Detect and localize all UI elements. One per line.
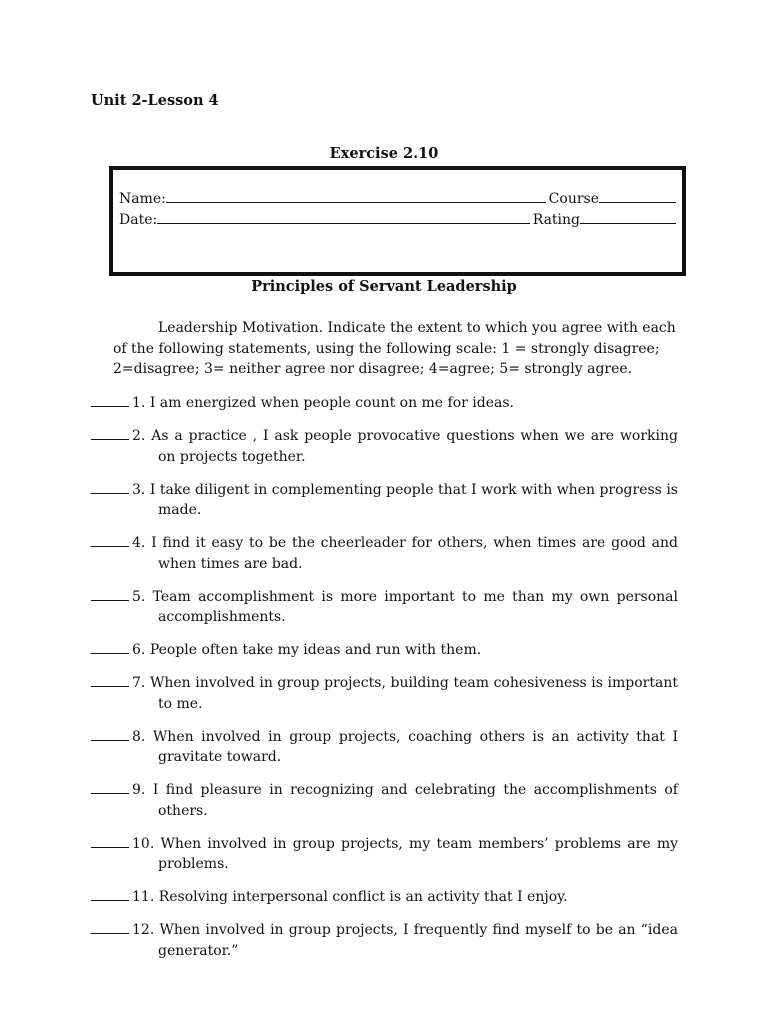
answer-blank[interactable]	[91, 890, 129, 901]
course-label: Course	[548, 191, 599, 207]
statement-text: I take diligent in complementing people that I work with when progress is made.	[149, 481, 678, 518]
statement-item	[91, 426, 678, 467]
statement-number: 9.	[132, 782, 146, 798]
statement-text: As a practice , I ask people provocative questions when we are working on projects together.	[151, 428, 678, 465]
section-title: Principles of Servant Leadership	[251, 278, 517, 295]
statement-text: I find it easy to be the cheerleader for others, when times are good and when times are bad.	[151, 535, 679, 572]
statement-number: 7.	[132, 675, 146, 691]
statement-number: 8.	[132, 728, 146, 745]
statement-list	[91, 393, 678, 974]
name-label: Name:	[119, 191, 166, 207]
name-blank[interactable]	[166, 190, 546, 203]
statement-item	[91, 887, 678, 908]
rating-label: Rating	[532, 212, 580, 228]
date-label: Date:	[119, 212, 158, 228]
statement-item	[91, 673, 678, 714]
date-blank[interactable]	[157, 211, 530, 224]
statement-item	[91, 640, 678, 661]
answer-blank[interactable]	[91, 676, 129, 687]
unit-heading: Unit 2-Lesson 4	[91, 92, 219, 109]
answer-blank[interactable]	[91, 783, 129, 794]
exercise-title: Exercise 2.10	[329, 145, 439, 162]
rating-blank[interactable]	[580, 211, 676, 224]
statement-number: 12.	[132, 922, 155, 938]
statement-item	[91, 834, 678, 875]
name-course-row	[119, 190, 676, 211]
statement-text: I find pleasure in recognizing and celebrating the accomplishments of others.	[152, 782, 678, 819]
answer-blank[interactable]	[91, 643, 129, 654]
statement-item	[91, 727, 678, 768]
student-info-box	[109, 166, 686, 276]
answer-blank[interactable]	[91, 837, 129, 848]
statement-item	[91, 587, 678, 628]
statement-number: 10.	[132, 835, 155, 852]
answer-blank[interactable]	[91, 396, 129, 407]
answer-blank[interactable]	[91, 536, 129, 547]
statement-number: 2.	[132, 428, 146, 444]
statement-item	[91, 920, 678, 961]
statement-text: Team accomplishment is more important to me than my own personal accomplishments.	[152, 588, 679, 625]
statement-text: When involved in group projects, I frequently find myself to be an “idea generator.”	[158, 922, 679, 959]
statement-number: 1.	[132, 395, 146, 411]
answer-blank[interactable]	[91, 429, 129, 440]
statement-item	[91, 533, 678, 574]
statement-text: When involved in group projects, my team members’ problems are my problems.	[158, 835, 679, 872]
statement-text: When involved in group projects, building team cohesiveness is important to me.	[149, 675, 678, 712]
statement-text: Resolving interpersonal conflict is an activity that I enjoy.	[158, 889, 568, 905]
answer-blank[interactable]	[91, 590, 129, 601]
statement-item	[91, 480, 678, 521]
statement-text: When involved in group projects, coaching others is an activity that I gravitate toward.	[152, 728, 678, 765]
statement-number: 3.	[132, 481, 146, 498]
statement-number: 6.	[132, 642, 146, 658]
answer-blank[interactable]	[91, 730, 129, 741]
answer-blank[interactable]	[91, 483, 129, 494]
statement-number: 5.	[132, 588, 146, 605]
statement-number: 4.	[132, 535, 146, 551]
answer-blank[interactable]	[91, 923, 129, 934]
date-rating-row	[119, 211, 676, 232]
instructions-paragraph: Leadership Motivation. Indicate the extent to which you agree with each of the following statements, using the following scale: 1 = strongly disagree; 2=disagree; 3= neither agree nor disagree; 4=agree; 5= strongly agree.	[113, 320, 676, 377]
course-blank[interactable]	[599, 190, 676, 203]
statement-item	[91, 393, 678, 414]
statement-number: 11.	[132, 889, 155, 905]
statement-item	[91, 780, 678, 821]
statement-text: People often take my ideas and run with them.	[149, 642, 482, 658]
statement-text: I am energized when people count on me for ideas.	[149, 395, 515, 411]
